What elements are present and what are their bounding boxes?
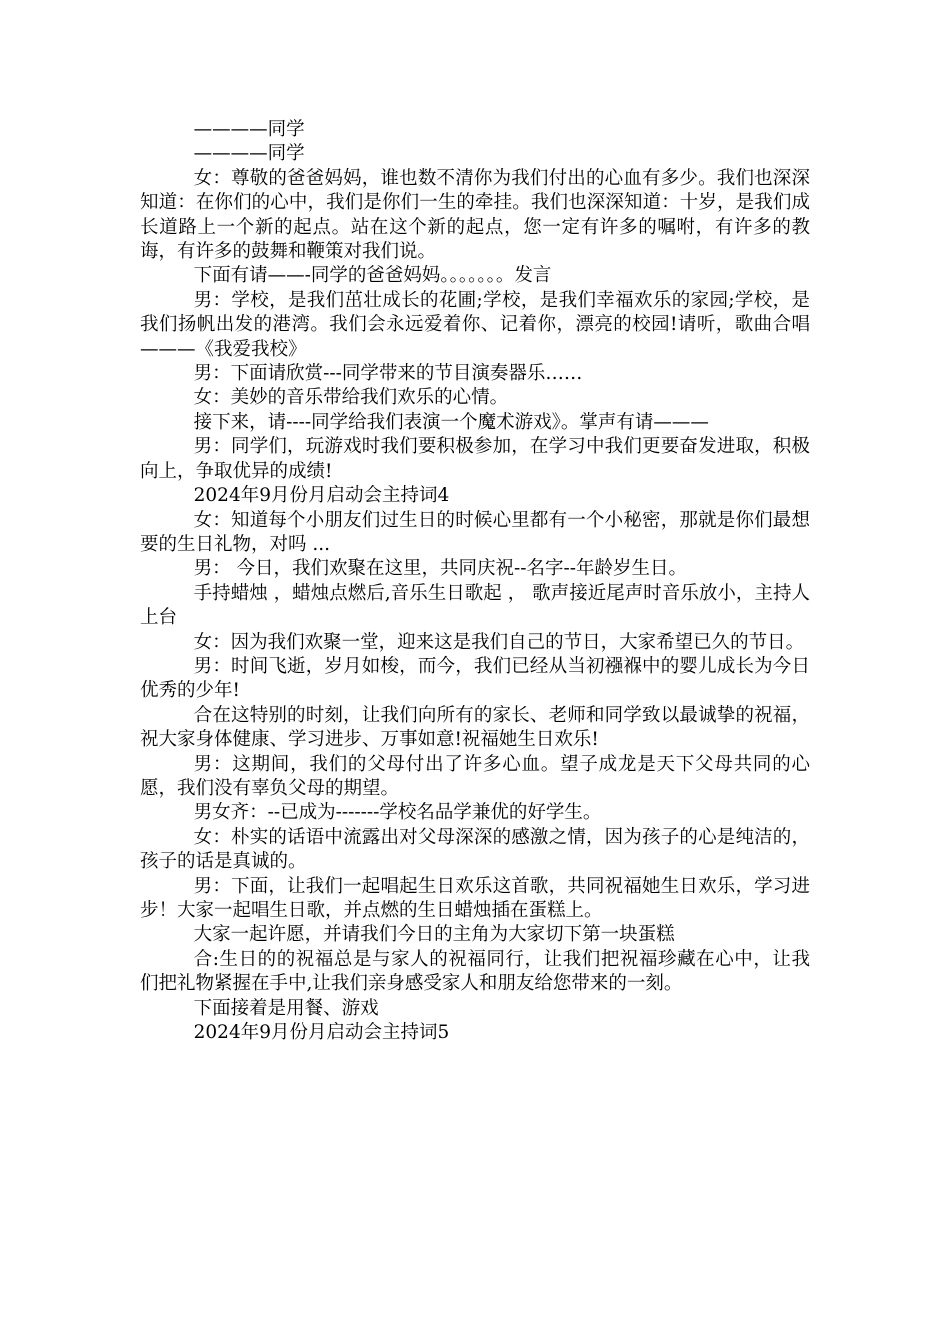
paragraph: ————同学 <box>193 143 305 165</box>
paragraph: 男：下面，让我们一起唱起生日欢乐这首歌，共同祝福她生日欢乐，学习进步！大家一起唱生日歌，并点燃的生日蜡烛插在蛋糕上。 <box>140 875 810 921</box>
paragraph: 合:生日的的祝福总是与家人的祝福同行，让我们把祝福珍藏在心中，让我们把礼物紧握在手中,让我们亲身感受家人和朋友给您带来的一刻。 <box>140 948 810 995</box>
paragraph: 男：同学们，玩游戏时我们要积极参加，在学习中我们更要奋发进取，积极向上，争取优异的成绩! <box>140 436 810 482</box>
paragraph: 男女齐：--已成为-------学校名品学兼优的好学生。 <box>193 802 602 824</box>
paragraph: 女：美妙的音乐带给我们欢乐的心情。 <box>193 387 509 409</box>
paragraph: 大家一起许愿，并请我们今日的主角为大家切下第一块蛋糕 <box>193 924 675 946</box>
paragraph: 女：尊敬的爸爸妈妈，谁也数不清你为我们付出的心血有多少。我们也深深知道：在你们的心中，我们是你们一生的牵挂。我们也深深知道：十岁，是我们成长道路上一个新的起点。站在这个新的起点，您一定有许多的嘱咐，有许多的教诲，有许多的鼓舞和鞭策对我们说。 <box>140 167 810 263</box>
paragraph: 男：下面请欣赏---同学带来的节目演奏器乐…… <box>193 363 583 385</box>
paragraph: 男：时间飞逝，岁月如梭，而今，我们已经从当初襁褓中的婴儿成长为今日优秀的少年! <box>140 655 810 702</box>
paragraph: 合在这特别的时刻，让我们向所有的家长、老师和同学致以最诚挚的祝福，祝大家身体健康、学习进步、万事如意!祝福她生日欢乐! <box>140 704 810 751</box>
document-body <box>140 118 810 1045</box>
paragraph: 下面有请——-同学的爸爸妈妈。。。。。。。发言 <box>193 265 552 287</box>
section-heading: 2024年9月份月启动会主持词4 <box>193 485 450 507</box>
paragraph: 下面接着是用餐、游戏 <box>193 997 379 1019</box>
section-heading: 2024年9月份月启动会主持词5 <box>193 1022 450 1044</box>
paragraph: 女：朴实的话语中流露出对父母深深的感激之情，因为孩子的心是纯洁的，孩子的话是真诚的。 <box>140 826 810 873</box>
paragraph: 男： 今日，我们欢聚在这里，共同庆祝--名字--年龄岁生日。 <box>193 558 688 580</box>
paragraph: 女：因为我们欢聚一堂，迎来这是我们自己的节日，大家希望已久的节日。 <box>193 631 805 653</box>
paragraph: 女：知道每个小朋友们过生日的时候心里都有一个小秘密，那就是你们最想要的生日礼物，对吗 ... <box>140 509 810 555</box>
paragraph: 接下来，请----同学给我们表演一个魔术游戏》。掌声有请——— <box>193 411 709 433</box>
paragraph: ————同学 <box>193 119 305 140</box>
paragraph: 手持蜡烛 ，蜡烛点燃后,音乐生日歌起 ， 歌声接近尾声时音乐放小，主持人上台 <box>140 582 810 629</box>
paragraph: 男：这期间，我们的父母付出了许多心血。望子成龙是天下父母共同的心愿，我们没有辜负父母的期望。 <box>140 753 810 799</box>
paragraph: 男：学校，是我们茁壮成长的花圃;学校，是我们幸福欢乐的家园;学校，是我们扬帆出发的港湾。我们会永远爱着你、记着你，漂亮的校园!请听，歌曲合唱———《我爱我校》 <box>140 289 810 360</box>
